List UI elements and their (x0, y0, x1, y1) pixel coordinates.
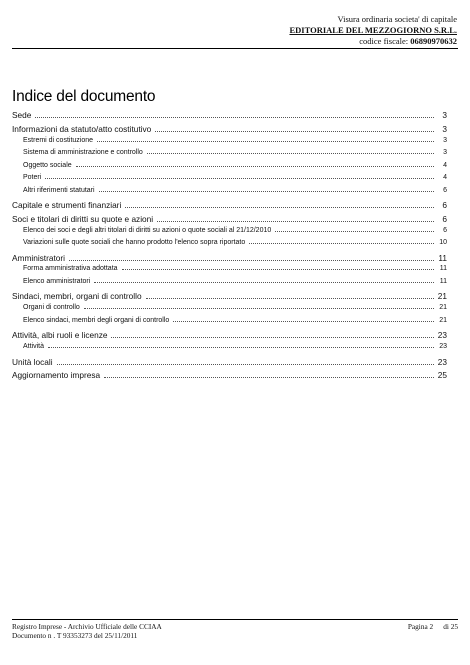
toc-entry[interactable] (12, 357, 447, 370)
toc-entry[interactable] (12, 110, 447, 123)
toc-dot-leader (173, 321, 434, 322)
toc-dot-leader (99, 191, 434, 192)
toc-entry-label: Elenco sindaci, membri degli organi di controllo (23, 316, 170, 324)
toc-entry-label: Soci e titolari di diritti su quote e azioni (12, 213, 154, 224)
toc-entry-label: Elenco amministratori (23, 277, 91, 285)
toc-dot-leader (249, 243, 434, 244)
toc-entry-page: 6 (442, 213, 447, 224)
toc-entry[interactable] (12, 278, 447, 291)
company-name: EDITORIALE DEL MEZZOGIORNO S.R.L. (289, 25, 457, 35)
toc-entry[interactable] (12, 253, 447, 266)
toc-dot-leader (275, 231, 434, 232)
toc-entry-page: 21 (439, 304, 447, 312)
toc-entry-page: 11 (439, 277, 447, 285)
document-number: Documento n . T 93353273 del 25/11/2011 (12, 631, 138, 640)
page-total: di 25 (443, 622, 458, 631)
toc-entry-page: 3 (442, 123, 447, 134)
toc-entry-page: 6 (443, 226, 447, 234)
table-of-contents (12, 110, 447, 383)
toc-entry-page: 4 (443, 174, 447, 182)
toc-dot-leader (104, 377, 434, 378)
toc-entry-label: Sindaci, membri, organi di controllo (12, 291, 142, 302)
page-label: Pagina 2 (407, 622, 434, 631)
toc-entry[interactable] (12, 200, 447, 213)
toc-entry-label: Forma amministrativa adottata (23, 265, 118, 273)
toc-entry-label: Amministratori (12, 252, 66, 263)
toc-dot-leader (69, 260, 434, 261)
toc-entry-page: 11 (438, 252, 447, 263)
toc-entry-label: Elenco dei soci e degli altri titolari di diritti su azioni o quote sociali al 21/12/2010 (23, 226, 272, 234)
toc-entry-label: Informazioni da statuto/atto costitutivo (12, 123, 152, 134)
page-header (289, 14, 457, 47)
toc-entry-label: Estremi di costituzione (23, 136, 94, 144)
footer-divider (12, 619, 458, 620)
toc-entry-page: 3 (443, 149, 447, 157)
toc-entry-page: 11 (439, 265, 447, 273)
toc-entry-label: Sistema di amministrazione e controllo (23, 149, 143, 157)
toc-entry[interactable] (12, 162, 447, 175)
toc-entry-label: Attività (23, 343, 45, 351)
toc-entry[interactable] (12, 330, 447, 343)
toc-entry[interactable] (12, 137, 447, 150)
toc-dot-leader (155, 131, 434, 132)
toc-entry[interactable] (12, 343, 447, 356)
fiscal-code-label: codice fiscale: (359, 36, 409, 46)
page-title: Indice del documento (12, 88, 156, 105)
toc-entry[interactable] (12, 187, 447, 200)
toc-dot-leader (146, 298, 434, 299)
toc-entry-label: Unità locali (12, 356, 53, 367)
toc-entry-label: Sede (12, 110, 32, 120)
toc-entry[interactable] (12, 370, 447, 383)
toc-entry-label: Attività, albi ruoli e licenze (12, 330, 108, 341)
document-type: Visura ordinaria societa' di capitale (337, 14, 457, 24)
toc-dot-leader (147, 153, 434, 154)
toc-entry-page: 23 (437, 330, 447, 341)
toc-dot-leader (111, 337, 434, 338)
toc-dot-leader (125, 207, 434, 208)
toc-entry-label: Altri riferimenti statutari (23, 186, 95, 194)
fiscal-code-line (289, 36, 457, 47)
fiscal-code-value: 06890970632 (410, 36, 457, 46)
toc-dot-leader (45, 178, 434, 179)
toc-entry[interactable] (12, 149, 447, 162)
toc-entry-page: 23 (439, 343, 447, 351)
toc-dot-leader (97, 141, 434, 142)
toc-entry-page: 3 (443, 136, 447, 144)
toc-entry-page: 6 (442, 200, 447, 211)
toc-entry-label: Organi di controllo (23, 304, 80, 312)
toc-entry-label: Aggiornamento impresa (12, 370, 101, 381)
toc-entry[interactable] (12, 265, 447, 278)
toc-entry[interactable] (12, 291, 447, 304)
toc-entry-label: Capitale e strumenti finanziari (12, 200, 122, 211)
toc-dot-leader (48, 347, 434, 348)
toc-entry-label: Variazioni sulle quote sociali che hanno prodotto l'elenco sopra riportato (23, 239, 246, 247)
toc-dot-leader (157, 221, 434, 222)
header-divider (12, 48, 458, 49)
toc-entry[interactable] (12, 317, 447, 330)
page-footer (12, 622, 458, 640)
toc-entry[interactable] (12, 124, 447, 137)
toc-dot-leader (35, 117, 434, 118)
toc-entry-page: 6 (443, 186, 447, 194)
registry-label: Registro Imprese - Archivio Ufficiale delle CCIAA (12, 622, 162, 631)
toc-entry-page: 3 (442, 110, 447, 120)
toc-dot-leader (122, 269, 434, 270)
toc-entry[interactable] (12, 214, 447, 227)
toc-dot-leader (76, 166, 434, 167)
toc-entry-page: 10 (439, 239, 447, 247)
toc-entry-page: 21 (439, 316, 447, 324)
toc-entry[interactable] (12, 227, 447, 240)
toc-entry-page: 21 (437, 291, 447, 302)
toc-dot-leader (57, 364, 434, 365)
toc-entry[interactable] (12, 239, 447, 252)
toc-entry-page: 25 (437, 370, 447, 381)
toc-entry-page: 4 (443, 161, 447, 169)
toc-entry-page: 23 (437, 356, 447, 367)
toc-dot-leader (94, 282, 434, 283)
toc-entry[interactable] (12, 174, 447, 187)
toc-dot-leader (84, 308, 434, 309)
toc-entry[interactable] (12, 304, 447, 317)
page-number (408, 622, 458, 631)
toc-entry-label: Oggetto sociale (23, 161, 72, 169)
toc-entry-label: Poteri (23, 174, 42, 182)
